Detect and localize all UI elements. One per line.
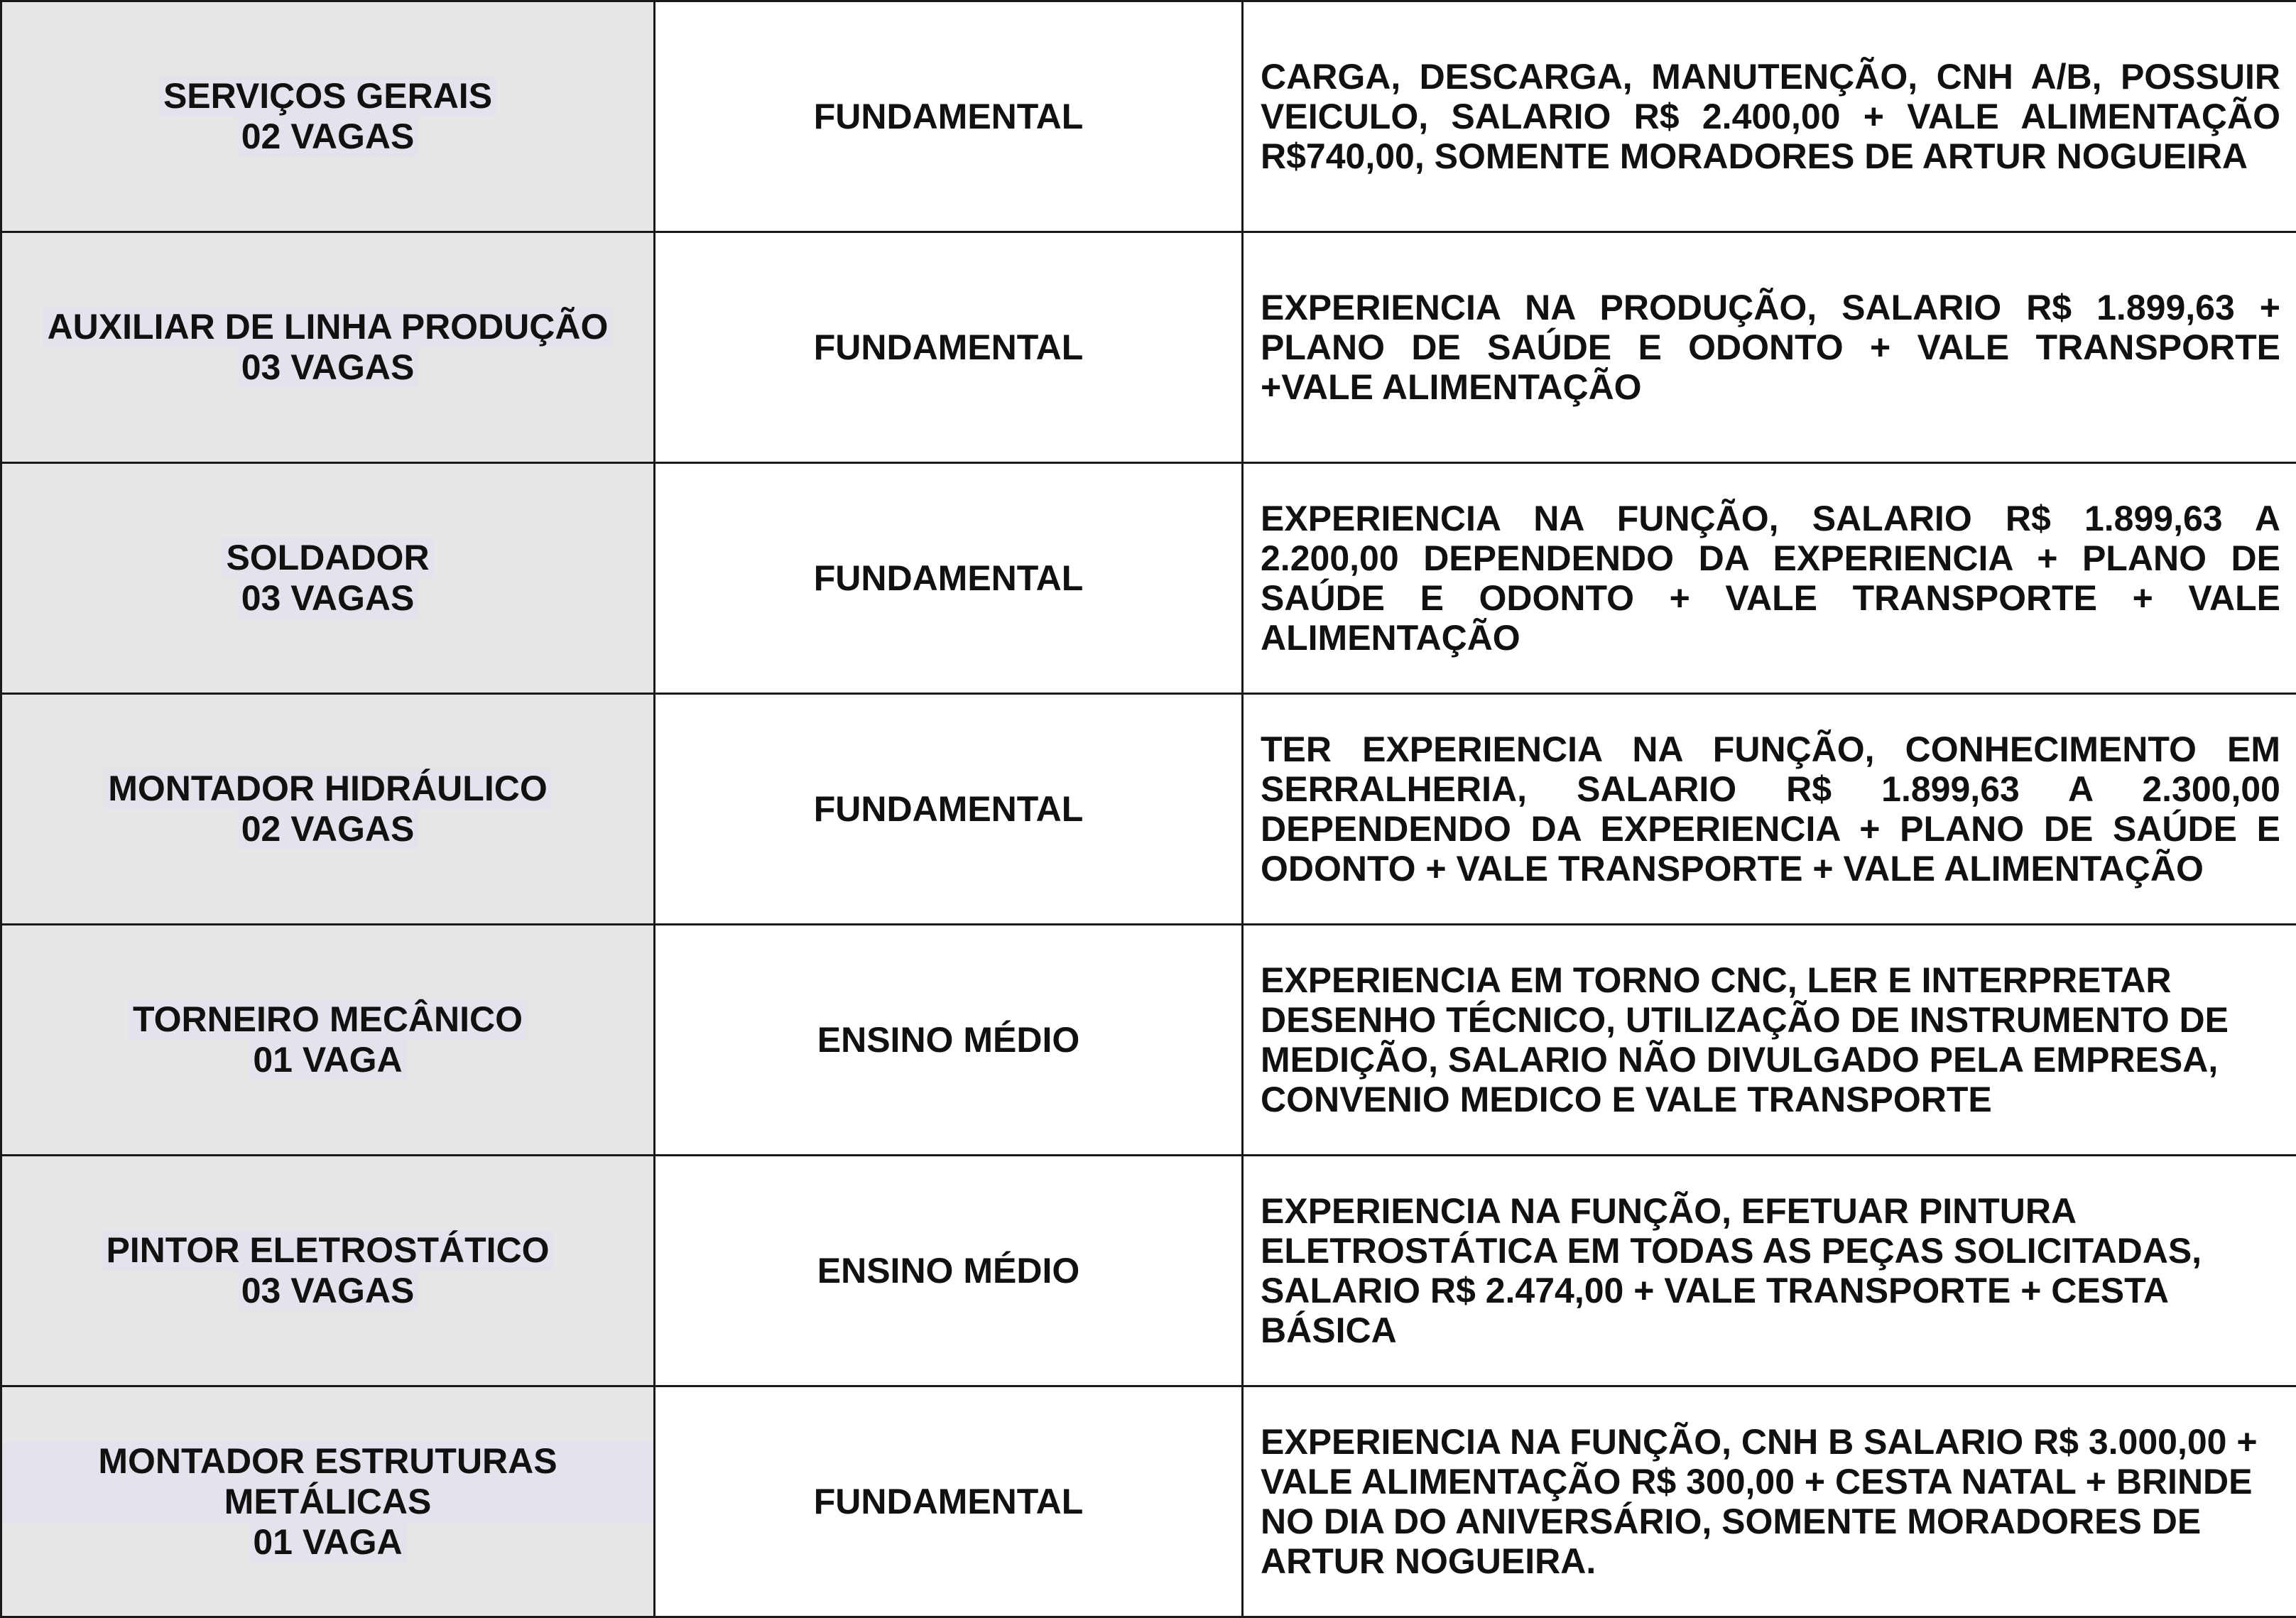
description-cell [1243,694,2296,925]
education-cell [655,925,1243,1156]
job-description: TER EXPERIENCIA NA FUNÇÃO, CONHECIMENTO EM SERRALHERIA, SALARIO R$ 1.899,63 A 2.300,00 DEPENDENDO DA EXPERIENCIA + PLANO DE SAÚDE E ODONTO + VALE TRANSPORTE + VALE ALIMENTAÇÃO [1261,729,2280,889]
table-row [1,232,2296,463]
job-title-cell [1,925,655,1156]
job-title-cell [1,232,655,463]
description-cell [1243,925,2296,1156]
education-cell [655,694,1243,925]
table-row [1,1386,2296,1617]
job-vacancies: 02 VAGAS [237,809,419,849]
job-description: EXPERIENCIA NA FUNÇÃO, SALARIO R$ 1.899,63 A 2.200,00 DEPENDENDO DA EXPERIENCIA + PLANO DE SAÚDE E ODONTO + VALE TRANSPORTE + VALE ALIMENTAÇÃO [1261,499,2280,658]
job-title: MONTADOR ESTRUTURAS METÁLICAS [2,1441,653,1522]
job-vacancies: 01 VAGA [249,1040,406,1080]
job-vacancies: 03 VAGAS [237,578,419,619]
table-row [1,694,2296,925]
job-title: MONTADOR HIDRÁULICO [104,769,551,809]
table-row [1,463,2296,694]
description-cell [1243,1386,2296,1617]
education-level: FUNDAMENTAL [813,96,1084,136]
job-title-cell [1,694,655,925]
education-level: FUNDAMENTAL [813,558,1084,598]
job-vacancies: 03 VAGAS [237,347,419,388]
job-title-cell [1,1156,655,1386]
education-level: ENSINO MÉDIO [817,1250,1080,1291]
education-cell [655,1,1243,232]
job-description: EXPERIENCIA NA PRODUÇÃO, SALARIO R$ 1.899,63 + PLANO DE SAÚDE E ODONTO + VALE TRANSPORTE +VALE ALIMENTAÇÃO [1261,288,2280,407]
education-level: ENSINO MÉDIO [817,1019,1080,1060]
job-title-cell [1,1386,655,1617]
job-title-cell [1,463,655,694]
job-description: EXPERIENCIA EM TORNO CNC, LER E INTERPRETAR DESENHO TÉCNICO, UTILIZAÇÃO DE INSTRUMENTO DE MEDIÇÃO, SALARIO NÃO DIVULGADO PELA EMPRESA, CONVENIO MEDICO E VALE TRANSPORTE [1261,960,2229,1119]
job-title: PINTOR ELETROSTÁTICO [102,1230,553,1271]
description-cell [1243,1156,2296,1386]
description-cell [1243,232,2296,463]
job-vacancies: 01 VAGA [249,1522,406,1563]
job-vacancies: 03 VAGAS [237,1271,419,1311]
job-description: EXPERIENCIA NA FUNÇÃO, CNH B SALARIO R$ 3.000,00 + VALE ALIMENTAÇÃO R$ 300,00 + CESTA NATAL + BRINDE NO DIA DO ANIVERSÁRIO, SOMENTE MORADORES DE ARTUR NOGUEIRA. [1261,1422,2258,1581]
table-row [1,1,2296,232]
table-row [1,925,2296,1156]
education-cell [655,1156,1243,1386]
description-cell [1243,1,2296,232]
education-cell [655,463,1243,694]
job-title: AUXILIAR DE LINHA PRODUÇÃO [43,307,613,347]
education-cell [655,1386,1243,1617]
job-title-cell [1,1,655,232]
education-level: FUNDAMENTAL [813,1481,1084,1521]
job-title: SERVIÇOS GERAIS [159,76,496,116]
job-title: TORNEIRO MECÂNICO [129,999,527,1040]
job-description: CARGA, DESCARGA, MANUTENÇÃO, CNH A/B, POSSUIR VEICULO, SALARIO R$ 2.400,00 + VALE ALIMENTAÇÃO R$740,00, SOMENTE MORADORES DE ARTUR NOGUEIRA [1261,57,2280,176]
table-row [1,1156,2296,1386]
education-level: FUNDAMENTAL [813,327,1084,367]
education-cell [655,232,1243,463]
job-vacancies: 02 VAGAS [237,116,419,157]
description-cell [1243,463,2296,694]
job-title: SOLDADOR [222,538,433,578]
education-level: FUNDAMENTAL [813,788,1084,829]
job-description: EXPERIENCIA NA FUNÇÃO, EFETUAR PINTURA ELETROSTÁTICA EM TODAS AS PEÇAS SOLICITADAS, SALARIO R$ 2.474,00 + VALE TRANSPORTE + CESTA BÁSICA [1261,1191,2202,1350]
